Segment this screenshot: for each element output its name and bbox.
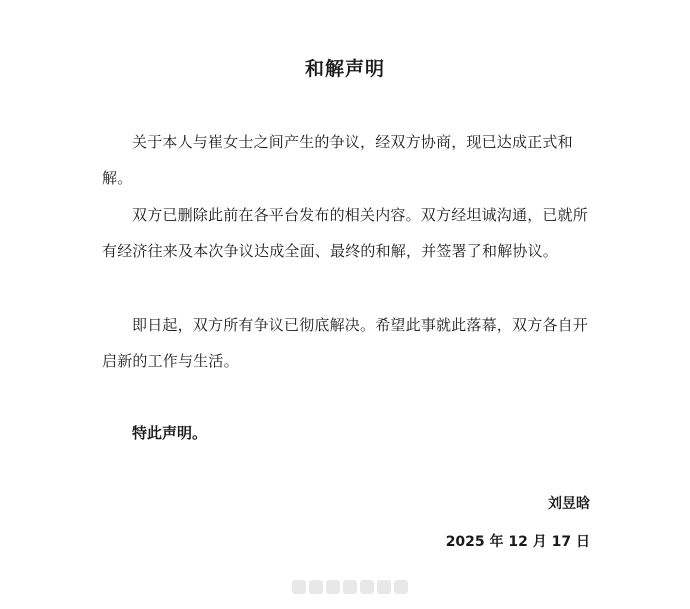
signer-name: 刘昱晗	[548, 496, 590, 512]
document-title: 和解声明	[304, 58, 385, 80]
watermark-block	[292, 580, 306, 594]
closing-statement: 特此声明。	[132, 424, 208, 442]
watermark-block	[377, 580, 391, 594]
watermark-block	[309, 580, 323, 594]
signature-date: 2025 年 12 月 17 日	[445, 534, 590, 550]
blurred-watermark-icon	[292, 574, 408, 600]
paragraph-3: 即日起，双方所有争议已彻底解决。希望此事就此落幕，双方各自开启新的工作与生活。	[102, 316, 589, 370]
paragraph-1: 关于本人与崔女士之间产生的争议，经双方协商，现已达成正式和解。	[102, 133, 573, 187]
paragraph-2: 双方已删除此前在各平台发布的相关内容。双方经坦诚沟通，已就所有经济往来及本次争议达成全面、最终的和解，并签署了和解协议。	[102, 206, 589, 260]
watermark-block	[394, 580, 408, 594]
watermark-block	[343, 580, 357, 594]
watermark-block	[326, 580, 340, 594]
watermark-block	[360, 580, 374, 594]
